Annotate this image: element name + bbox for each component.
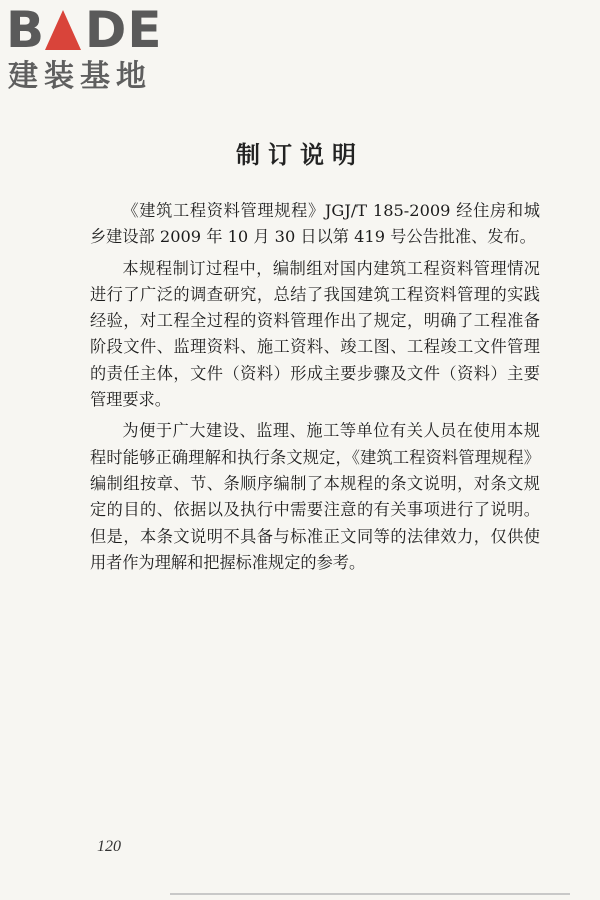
logo-triangle-icon [45,10,81,50]
logo-subtitle: 建装基地 [8,59,152,94]
bade-logo [6,1,176,94]
logo-letter-b: B [6,1,46,59]
logo-letters-de: DE [84,1,163,59]
paragraph-3: 为便于广大建设、监理、施工等单位有关人员在使用本规程时能够正确理解和执行条文规定，《建筑工程资料管理规程》编制组按章、节、条顺序编制了本规程的条文说明，对条文规定的目的、依据以及执行中需要注意的有关事项进行了说明。但是，本条文说明不具备与标准正文同等的法律效力，仅供使用者作为理解和把握标准规定的参考。 [90,421,540,572]
bottom-divider [170,893,570,895]
logo-wordmark [6,1,163,59]
page-title: 制订说明 [236,141,364,169]
paragraph-1: 《建筑工程资料管理规程》JGJ/T 185-2009 经住房和城乡建设部 2009 年 10 月 30 日以第 419 号公告批准、发布。 [90,201,540,247]
logo-triangle-a [45,4,85,56]
paragraph-2: 本规程制订过程中，编制组对国内建筑工程资料管理情况进行了广泛的调查研究，总结了我国建筑工程资料管理的实践经验，对工程全过程的资料管理作出了规定，明确了工程准备阶段文件、监理资料、施工资料、竣工图、工程竣工文件管理的责任主体，文件（资料）形成主要步骤及文件（资料）主要管理要求。 [90,258,540,410]
document-body [90,198,540,576]
page-number: 120 [97,838,121,855]
